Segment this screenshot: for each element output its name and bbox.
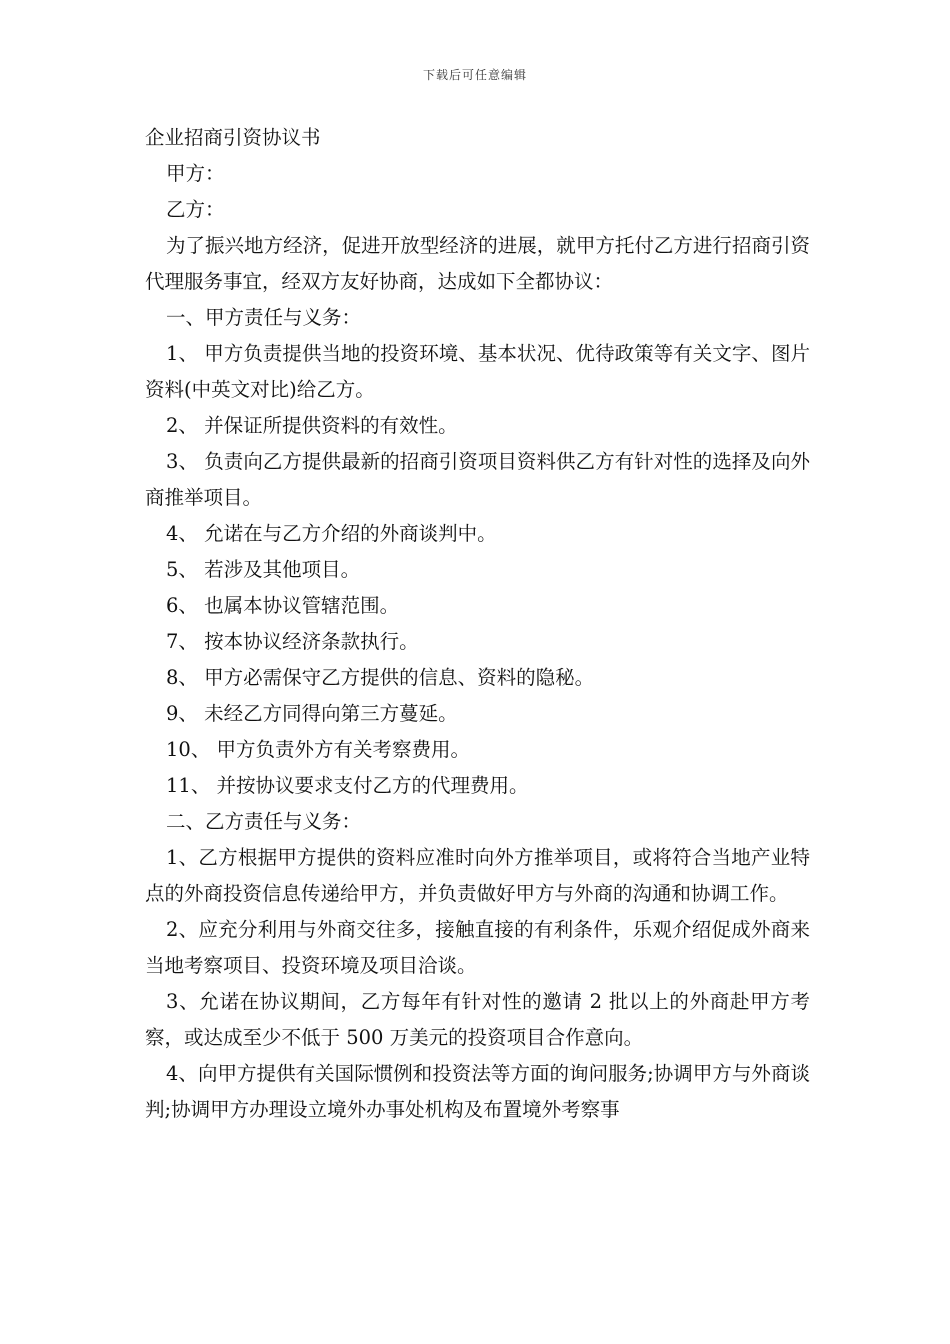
clause-a-5: 5、 若涉及其他项目。 bbox=[166, 558, 361, 581]
clause-b-3: 3、允诺在协议期间，乙方每年有针对性的邀请 2 批以上的外商赴甲方考察，或达成至少不低于 500 万美元的投资项目合作意向。 bbox=[145, 990, 810, 1049]
header-note: 下载后可任意编辑 bbox=[422, 68, 527, 82]
section-heading-party-a: 一、甲方责任与义务： bbox=[166, 306, 362, 329]
party-a-line: 甲方： bbox=[166, 162, 225, 185]
clause-a-8: 8、 甲方必需保守乙方提供的信息、资料的隐秘。 bbox=[166, 666, 595, 689]
clause-a-4: 4、 允诺在与乙方介绍的外商谈判中。 bbox=[166, 522, 497, 545]
clause-a-3: 3、 负责向乙方提供最新的招商引资项目资料供乙方有针对性的选择及向外商推举项目。 bbox=[145, 450, 810, 509]
clause-a-6: 6、 也属本协议管辖范围。 bbox=[166, 594, 400, 617]
section-heading-party-b: 二、乙方责任与义务： bbox=[166, 810, 362, 833]
clause-a-1: 1、 甲方负责提供当地的投资环境、基本状况、优待政策等有关文字、图片资料(中英文对比)给乙方。 bbox=[145, 342, 810, 401]
clause-a-10: 10、 甲方负责外方有关考察费用。 bbox=[166, 738, 471, 761]
clause-b-2: 2、应充分利用与外商交往多，接触直接的有利条件，乐观介绍促成外商来当地考察项目、投资环境及项目洽谈。 bbox=[145, 918, 810, 977]
clause-a-2: 2、 并保证所提供资料的有效性。 bbox=[166, 414, 458, 437]
document-body bbox=[145, 120, 810, 1128]
preamble-paragraph: 为了振兴地方经济，促进开放型经济的进展，就甲方托付乙方进行招商引资代理服务事宜，经双方友好协商，达成如下全都协议： bbox=[145, 234, 810, 293]
party-b-line: 乙方： bbox=[166, 198, 225, 221]
clause-b-4: 4、向甲方提供有关国际惯例和投资法等方面的询问服务;协调甲方与外商谈判;协调甲方办理设立境外办事处机构及布置境外考察事 bbox=[145, 1062, 810, 1121]
clause-b-1: 1、乙方根据甲方提供的资料应准时向外方推举项目，或将符合当地产业特点的外商投资信息传递给甲方，并负责做好甲方与外商的沟通和协调工作。 bbox=[145, 846, 810, 905]
clause-a-9: 9、 未经乙方同得向第三方蔓延。 bbox=[166, 702, 458, 725]
document-title: 企业招商引资协议书 bbox=[145, 126, 321, 149]
clause-a-7: 7、 按本协议经济条款执行。 bbox=[166, 630, 419, 653]
clause-a-11: 11、 并按协议要求支付乙方的代理费用。 bbox=[166, 774, 529, 797]
